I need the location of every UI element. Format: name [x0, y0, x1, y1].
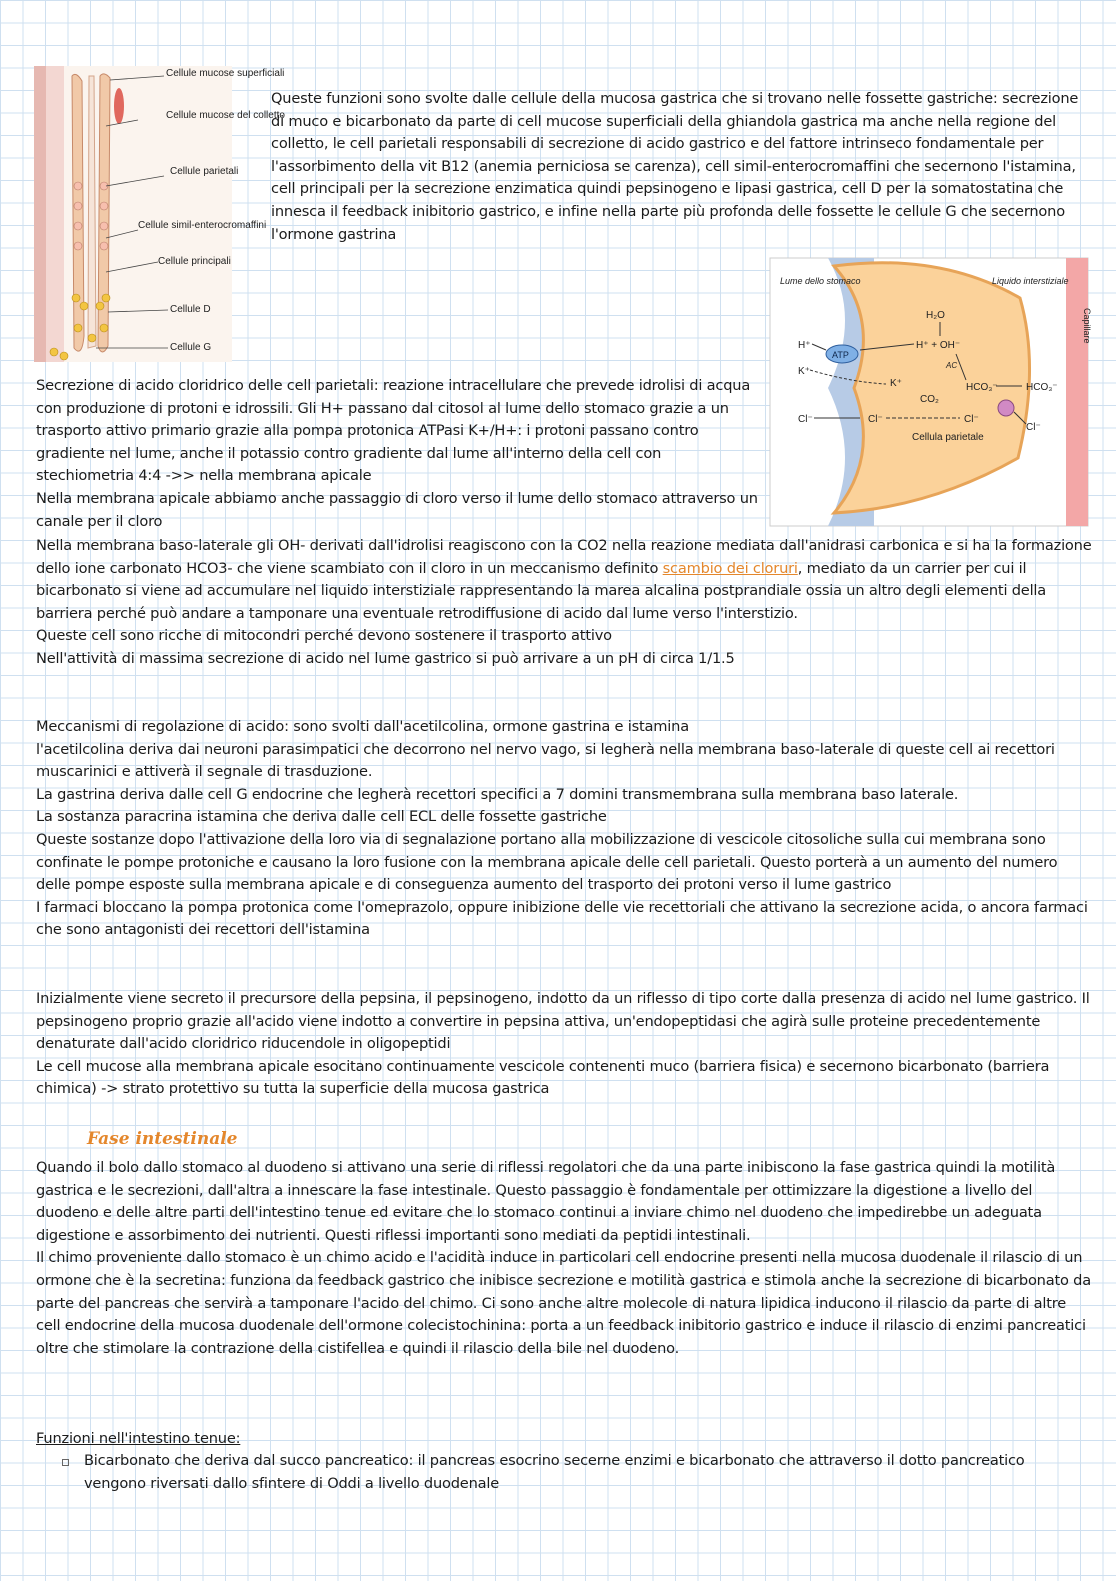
paragraph-cell-functions: Queste funzioni sono svolte dalle cellule della mucosa gastrica che si trovano nelle fossette gastriche: secrezione di muco e bicarbonato da parte di cell mucose superficiali della ghiandola gastrica ma anche nella regione del colletto, le cell parietali responsabili di secrezione di acido gastrico e del fattore intrinseco fondamentale per l'assorbimento della vit B12 (anemia perniciosa se carenza), cell simil-enterocromaffini che secernono l'istamina, cell principali per la secrezione enzimatica quindi pepsinogeno e lipasi gastrica, cell D per la somatostatina che innesca il feedback inibitorio gastrico, e infine nella parte più profonda delle fossette le cellule G che secernono l'ormone gastrina — [271, 90, 1079, 243]
label-cl-right: Cl⁻ — [1026, 422, 1041, 433]
label-interstitial: Liquido interstiziale — [992, 276, 1069, 286]
label-cl-inner: Cl⁻ — [868, 414, 883, 425]
label-mucose-superficiali: Cellule mucose superficiali — [166, 68, 285, 79]
label-cl-left: Cl⁻ — [798, 414, 813, 425]
label-principali: Cellule principali — [158, 256, 231, 267]
paragraph-acid-secretion: Secrezione di acido cloridrico delle cell parietali: reazione intracellulare che prevede idrolisi di acqua con produzione di protoni e idrossili. Gli H+ passano dal citosol al lume dello stomaco grazie a un trasporto attivo primario grazie alla pompa protonica ATPasi K+/H+: i protoni passano contro gradiente nel lume, anche il potassio contro gradiente dal lume all'interno della cell con stechiometria 4:4 ->> nella membrana apicale Nella membrana apicale abbiamo anche passaggio di cloro verso il lume dello stomaco attraverso un canale per il cloro — [36, 377, 758, 530]
label-k-plus-inner: K⁺ — [890, 378, 902, 389]
label-h-oh: H⁺ + OH⁻ — [916, 340, 961, 351]
label-cellule-g: Cellule G — [170, 342, 212, 353]
paragraph-basolateral — [36, 535, 1094, 671]
label-atp: ATP — [832, 350, 849, 360]
label-lumen: Lume dello stomaco — [780, 276, 861, 286]
paragraph-pepsinogen: Inizialmente viene secreto il precursore della pepsina, il pepsinogeno, indotto da un riflesso di tipo corte dalla presenza di acido nel lume gastrico. Il pepsinogeno proprio grazie all'acido viene indotto a convertire in pepsina attiva, un'endopeptidasi che agirà sulle proteine precedentemente denaturate dall'acido cloridrico riducendole in oligopeptidi Le cell mucose alla membrana apicale esocitano continuamente vescicole contenenti muco (barriera fisica) e secernono bicarbonato (barriera chimica) -> strato protettivo su tutta la superficie della mucosa gastrica — [36, 990, 1090, 1098]
bullet-icon — [62, 1459, 69, 1466]
label-cellule-d: Cellule D — [170, 304, 211, 315]
paragraph-intestinal-phase: Quando il bolo dallo stomaco al duodeno si attivano una serie di riflessi regolatori che da una parte inibiscono la fase gastrica quindi la motilità gastrica e le secrezioni, dall'altra a innescare la fase intestinale. Questo passaggio è fondamentale per ottimizzare la digestione a livello del duodeno e delle altre parti dell'intestino tenue ed evitare che lo stomaco continui a inviare chimo nel duodeno che impedirebbe un adeguata digestione e assorbimento dei nutrienti. Questi riflessi importanti sono mediati da peptidi intestinali. Il chimo proveniente dallo stomaco è un chimo acido e l'acidità induce in particolari cell endocrine presenti nella mucosa duodenale il rilascio di un ormone che è la secretina: funziona da feedback gastrico che inibisce secrezione e motilità gastrica e stimola anche la secrezione di bicarbonato da parte del pancreas che servirà a tamponare l'acido del chimo. Ci sono anche altre molecole di natura lipidica inducono il rilascio da parte di altre cell endocrine della mucosa duodenale dell'ormone colecistochinina: porta a un feedback inibitorio gastrico e induce il rilascio di enzimi pancreatici oltre che stimolare la contrazione della cistifellea e quindi il rilascio della bile nel duodeno. — [36, 1159, 1091, 1357]
label-carbonic-anhydrase: AC — [946, 361, 958, 370]
gastric-mucosa-figure — [34, 66, 285, 362]
paragraph-basolateral-end: , mediato da un carrier per cui il bicarbonato si viene ad accumulare nel liquido interstiziale rappresentando la marea alcalina postprandiale ossia un altro degli elementi della barriera perché può andare a tamponare una eventuale retrodiffusione di acido dal lume verso l'interstizio. Queste cell sono ricche di mitocondri perché devono sostenere il trasporto attivo Nell'attività di massima secrezione di acido nel lume gastrico si può arrivare a un pH di circa 1/1.5 — [36, 559, 1047, 667]
label-co2: CO₂ — [920, 394, 939, 405]
list-title: Funzioni nell'intestino tenue: — [36, 1430, 241, 1447]
label-hco3-inner: HCO₃⁻ — [966, 382, 998, 393]
paragraph-basolateral-start: Nella membrana baso-laterale gli OH- derivati dall'idrolisi reagiscono con la CO2 nella reazione mediata dall'anidrasi carbonica e si ha la formazione dello ione carbonato HCO3- che viene scambiato con il cloro in un meccanismo definito — [36, 537, 1092, 577]
link-scambio-cloruri[interactable]: scambio dei cloruri — [662, 559, 798, 577]
label-mucose-colletto: Cellule mucose del colletto — [166, 110, 285, 121]
parietal-cell-figure — [770, 258, 1092, 526]
heading-fase-intestinale: Fase intestinale — [87, 1129, 238, 1149]
label-cell: Cellula parietale — [912, 432, 984, 443]
label-h2o: H₂O — [926, 310, 945, 321]
label-parietali: Cellule parietali — [170, 166, 239, 177]
label-cl-inner2: Cl⁻ — [964, 414, 979, 425]
label-capillary: Capillare — [1082, 308, 1092, 344]
label-hco3-outer: HCO₃⁻ — [1026, 382, 1058, 393]
list-item-text: Bicarbonato che deriva dal succo pancreatico: il pancreas esocrino secerne enzimi e bicarbonato che attraverso il dotto pancreatico vengono riversati dallo sfintere di Oddi a livello duodenale — [84, 1452, 1025, 1492]
label-simil-enterocromaffini: Cellule simil-enterocromaffini — [138, 220, 267, 231]
label-h-plus: H⁺ — [798, 340, 811, 351]
paragraph-regulation: Meccanismi di regolazione di acido: sono svolti dall'acetilcolina, ormone gastrina e istamina l'acetilcolina deriva dai neuroni parasimpatici che decorrono nel nervo vago, si legherà nella membrana baso-laterale di queste cell ai recettori muscarinici e attiverà il segnale di trasduzione. La gastrina deriva dalle cell G endocrine che legherà recettori specifici a 7 domini transmembrana sulla membrana baso laterale. La sostanza paracrina istamina che deriva dalle cell ECL delle fossette gastriche Queste sostanze dopo l'attivazione della loro via di segnalazione portano alla mobilizzazione di vescicole citosoliche sulla cui membrana sono confinate le pompe protoniche e causano la loro fusione con la membrana apicale delle cell parietali. Questo porterà a un aumento del numero delle pompe esposte sulla membrana apicale e di conseguenza aumento del trasporto dei protoni verso il lume gastrico I farmaci bloccano la pompa protonica come l'omeprazolo, oppure inibizione delle vie recettoriali che attivano la secrezione acida, o ancora farmaci che sono antagonisti dei recettori dell'istamina — [36, 718, 1088, 939]
label-k-plus: K⁺ — [798, 366, 810, 377]
